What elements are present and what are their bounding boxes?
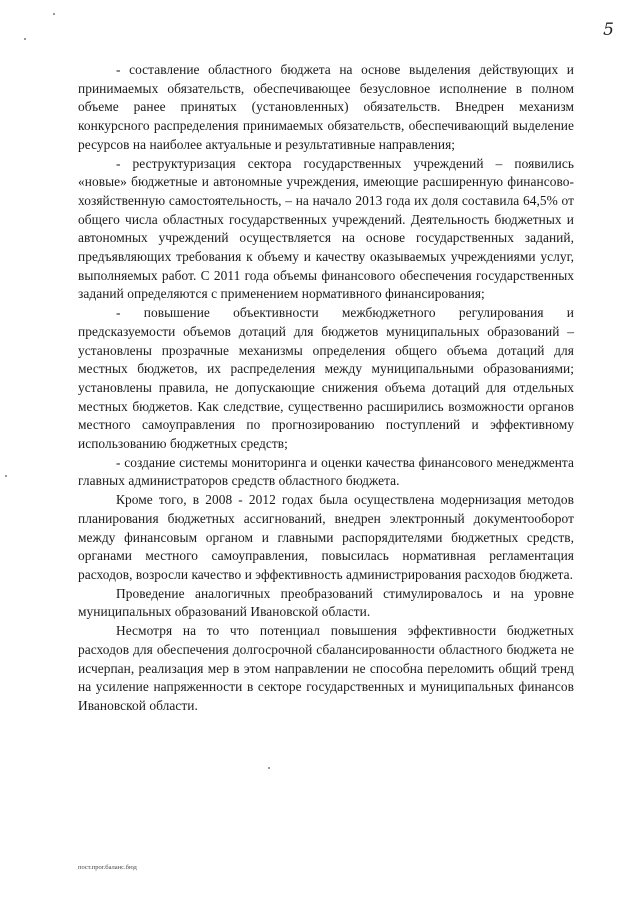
scan-speck bbox=[53, 13, 55, 15]
scan-speck bbox=[24, 38, 26, 40]
paragraph-interbudget-regulation: - повышение объективности межбюджетного регулирования и предсказуемости объемов дотаций для бюджетов муниципальных образований – установлены прозрачные механизмы определения общего объема дотаций для местных бюджетов, их распределения между муниципальными образованиями; установлены правила, не допускающие снижения объема дотаций для отдельных местных бюджетов. Как следствие, существенно расширились возможности органов местного самоуправления по прогнозированию поступлений и эффективному использованию бюджетных средств; bbox=[78, 305, 574, 452]
paragraph-budget-compilation: - составление областного бюджета на основе выделения действующих и принимаемых обязательств, обеспечивающее безусловное исполнение в полном объеме ранее принятых (установленных) обязательств. Внедрен механизм конкурсного распределения принимаемых обязательств, обеспечивающий выделение ресурсов на наиболее актуальные и результативные направления; bbox=[78, 62, 574, 152]
scan-speck bbox=[5, 475, 7, 477]
page-number: 5 bbox=[603, 20, 614, 40]
paragraph-conclusion: Несмотря на то что потенциал повышения эффективности бюджетных расходов для обеспечения долгосрочной сбалансированности областного бюджета не исчерпан, реализация мер в этом направлении не способна переломить общий тренд на усиление напряженности в секторе государственных и муниципальных финансов Ивановской области. bbox=[78, 623, 574, 713]
scan-speck bbox=[268, 767, 270, 769]
document-body bbox=[78, 61, 574, 716]
paragraph-modernization: Кроме того, в 2008 - 2012 годах была осуществлена модернизация методов планирования бюджетных ассигнований, внедрен электронный документооборот между финансовым органом и главными распорядителями бюджетных средств, органами местного самоуправления, повысилась нормативная регламентация расходов, возросли качество и эффективность администрирования расходов бюджета. bbox=[78, 492, 574, 582]
paragraph-institution-restructuring: - реструктуризация сектора государственных учреждений – появились «новые» бюджетные и автономные учреждения, имеющие расширенную финансово-хозяйственную самостоятельность, – на начало 2013 года их доля составила 64,5% от общего числа областных государственных учреждений. Деятельность бюджетных и автономных учреждений осуществляется на основе государственных заданий, предъявляющих требования к объему и качеству оказываемых учреждениями услуг, выполняемых работ. С 2011 года объемы финансового обеспечения государственных заданий определяются с применением нормативного финансирования; bbox=[78, 155, 574, 302]
paragraph-monitoring-system: - создание системы мониторинга и оценки качества финансового менеджмента главных администраторов средств областного бюджета. bbox=[78, 454, 574, 489]
paragraph-municipal-reforms: Проведение аналогичных преобразований стимулировалось и на уровне муниципальных образований Ивановской области. bbox=[78, 585, 574, 620]
footer-file-reference: пост.прог.баланс.бюд bbox=[78, 864, 137, 871]
